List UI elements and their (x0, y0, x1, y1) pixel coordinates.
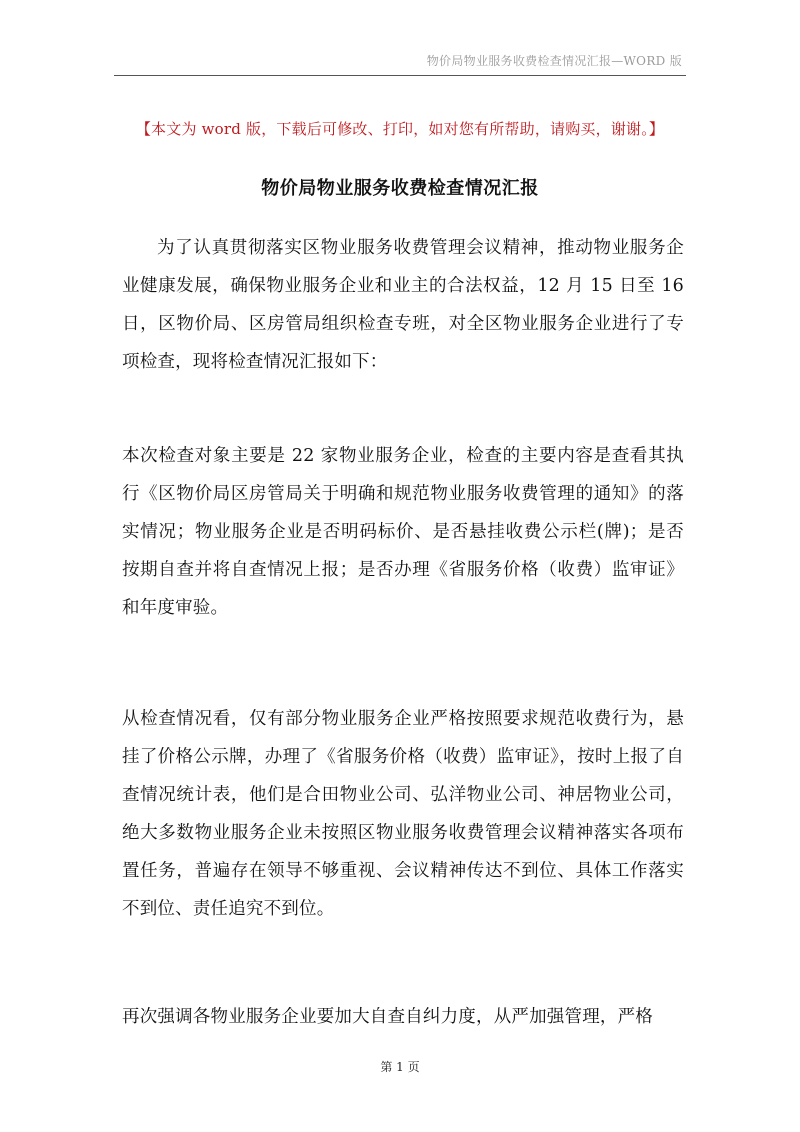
page-number: 第 1 页 (380, 1060, 420, 1074)
paragraph-findings: 从检查情况看，仅有部分物业服务企业严格按照要求规范收费行为，悬挂了价格公示牌，办理了《省服务价格（收费）监审证》，按时上报了自查情况统计表，他们是合田物业公司、弘洋物业公司、神居物业公司，绝大多数物业服务企业未按照区物业服务收费管理会议精神落实各项布置任务，普遍存在领导不够重视、会议精神传达不到位、具体工作落实不到位、责任追究不到位。 (122, 709, 684, 919)
running-header: 物价局物业服务收费检查情况汇报—WORD 版 (426, 54, 682, 68)
paragraph-inspection-scope: 本次检查对象主要是 22 家物业服务企业，检查的主要内容是查看其执行《区物价局区房管局关于明确和规范物业服务收费管理的通知》的落实情况；物业服务企业是否明码标价、是否悬挂收费公示栏(牌)；是否按期自查并将自查情况上报；是否办理《省服务价格（收费）监审证》和年度审验。 (122, 446, 684, 618)
paragraph-requirements: 再次强调各物业服务企业要加大自查自纠力度，从严加强管理，严格 (122, 1007, 653, 1027)
purchase-notice: 【本文为 word 版，下载后可修改、打印，如对您有所帮助，请购买，谢谢。】 (135, 120, 665, 138)
document-title: 物价局物业服务收费检查情况汇报 (261, 178, 539, 199)
paragraph-intro: 为了认真贯彻落实区物业服务收费管理会议精神，推动物业服务企业健康发展，确保物业服务企业和业主的合法权益，12 月 15 日至 16 日，区物价局、区房管局组织检查专班，对全区物业服务企业进行了专项检查，现将检查情况汇报如下： (122, 238, 684, 372)
header-divider (114, 75, 686, 76)
